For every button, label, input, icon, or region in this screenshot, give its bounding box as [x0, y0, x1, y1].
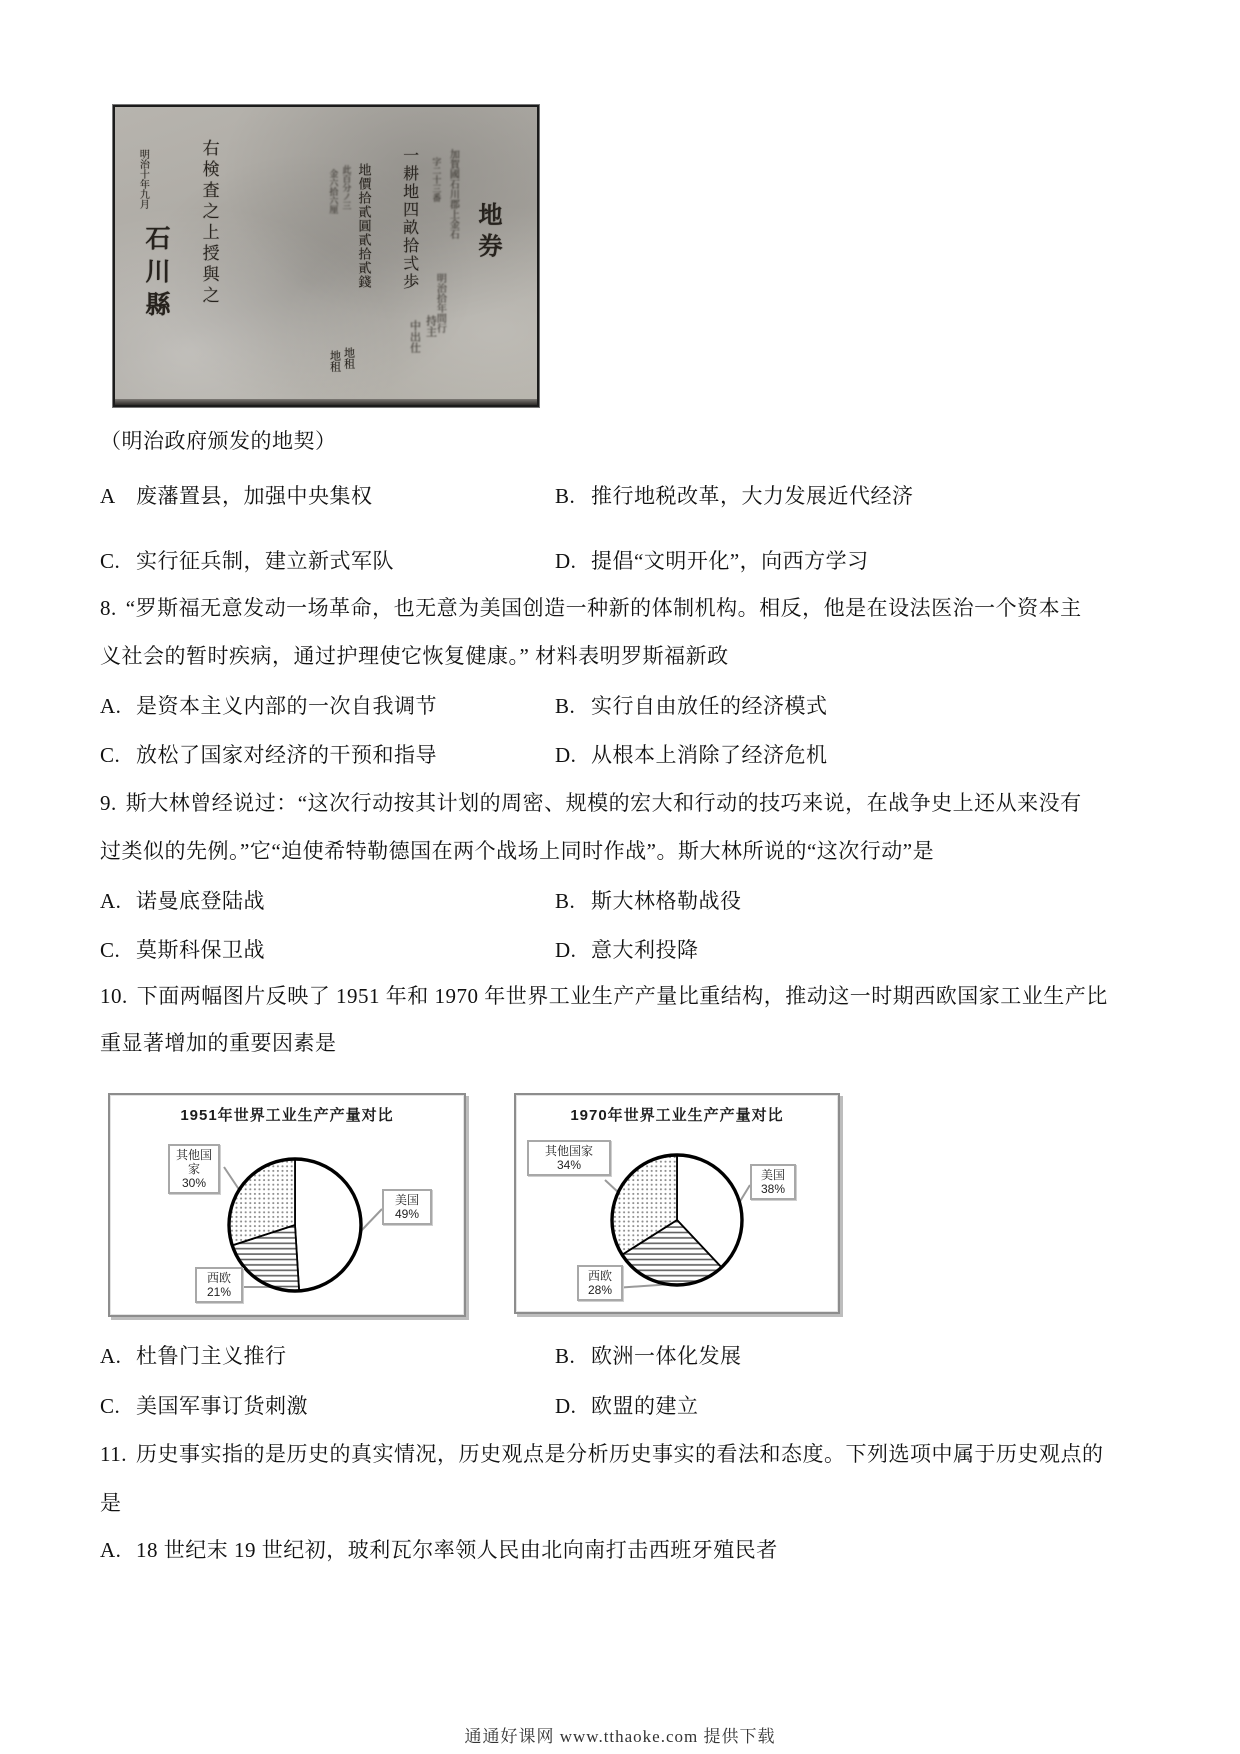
option-key: A.	[100, 1344, 122, 1368]
option-7b	[555, 480, 914, 510]
question-9-stem-line-2	[100, 835, 934, 865]
option-key: B.	[555, 1344, 576, 1368]
question-8-stem-line-2	[100, 640, 729, 670]
option-text: 废藩置县，加强中央集权	[136, 484, 373, 508]
deed-photo	[113, 105, 539, 407]
pie-label-name: 西欧	[587, 1269, 612, 1283]
deed-text-column: 持主	[424, 315, 438, 337]
label-leader-line	[224, 1167, 240, 1191]
option-key: A	[100, 484, 116, 508]
option-text: 美国军事订货刺激	[136, 1394, 308, 1418]
option-8b	[555, 690, 828, 720]
pie-label-name: 西欧	[206, 1271, 231, 1285]
option-7c	[100, 545, 394, 575]
deed-text-column: 金六拾六厘	[327, 169, 338, 214]
stem-text: 历史事实指的是历史的真实情况，历史观点是分析历史事实的看法和态度。下列选项中属于历史观点的	[135, 1442, 1104, 1466]
option-9d	[555, 934, 699, 964]
deed-text-column: 石川縣	[142, 225, 171, 324]
stem-text: 过类似的先例。”它“迫使希特勒德国在两个战场上同时作战”。斯大林所说的“这次行动”是	[100, 839, 935, 863]
option-key: D.	[555, 1394, 577, 1418]
deed-text-column: 中出仕	[408, 320, 422, 353]
label-leader-line	[360, 1209, 382, 1232]
option-text: 诺曼底登陆战	[136, 889, 265, 913]
option-key: D.	[555, 938, 577, 962]
question-number: 9.	[100, 791, 117, 815]
deed-text-column: 一耕地四畝拾弍歩	[400, 147, 420, 291]
option-text: 莫斯科保卫战	[136, 938, 265, 962]
pie-label-name: 美国	[760, 1168, 785, 1182]
stem-text: 是	[100, 1491, 122, 1515]
pie-label-value: 34%	[556, 1158, 582, 1173]
option-key: D.	[555, 549, 577, 573]
option-11a	[100, 1534, 778, 1564]
option-text: 实行征兵制，建立新式军队	[136, 549, 394, 573]
chart-title: 1970年世界工业生产产量对比	[570, 1107, 784, 1124]
option-9c	[100, 934, 265, 964]
pie-label-西欧	[195, 1267, 243, 1303]
option-key: C.	[100, 938, 121, 962]
pie-label-name: 美国	[394, 1193, 419, 1207]
question-number: 8.	[100, 596, 117, 620]
pie-chart-1951	[108, 1093, 466, 1317]
option-8d	[555, 739, 828, 769]
option-key: A.	[100, 694, 122, 718]
deed-text-column: 地租	[328, 350, 342, 372]
option-9a	[100, 885, 265, 915]
option-text: 欧洲一体化发展	[591, 1344, 742, 1368]
option-text: 意大利投降	[591, 938, 699, 962]
option-text: 杜鲁门主义推行	[136, 1344, 287, 1368]
question-number: 11.	[100, 1442, 127, 1466]
question-9-stem-line-1	[100, 787, 1082, 817]
stem-text: 斯大林曾经说过：“这次行动按其计划的周密、规模的宏大和行动的技巧来说，在战争史上还从来没有	[125, 791, 1082, 815]
option-text: 斯大林格勒战役	[591, 889, 742, 913]
question-11-stem-line-2	[100, 1487, 122, 1517]
chart-title: 1951年世界工业生产产量对比	[180, 1107, 394, 1124]
option-key: A.	[100, 1538, 122, 1562]
option-key: C.	[100, 743, 121, 767]
deed-text-column: 地價拾貳圓貳拾貳錢	[355, 163, 371, 289]
option-key: B.	[555, 889, 576, 913]
deed-text-column: 明治十年九月	[137, 149, 149, 209]
pie-label-其他国家	[168, 1144, 220, 1194]
deed-text-column: 右検査之上授與之	[198, 139, 219, 307]
pie-chart-1970	[514, 1093, 840, 1314]
question-number: 10.	[100, 984, 128, 1008]
pie-label-美国	[750, 1164, 796, 1200]
question-10-stem-line-1	[100, 980, 1108, 1010]
site-footer: 通通好课网 www.tthaoke.com 提供下载	[464, 1727, 776, 1746]
option-10c	[100, 1390, 308, 1420]
deed-text-column: 字二十三番	[430, 157, 441, 202]
option-10d	[555, 1390, 699, 1420]
option-7a	[100, 480, 373, 510]
option-key: D.	[555, 743, 577, 767]
option-10a	[100, 1340, 287, 1370]
option-key: B.	[555, 484, 576, 508]
deed-caption: （明治政府颁发的地契）	[100, 429, 337, 453]
stem-text: 重显著增加的重要因素是	[100, 1031, 337, 1055]
option-text: 提倡“文明开化”，向西方学习	[591, 549, 869, 573]
deed-text-column: 地租	[342, 347, 356, 369]
pie-label-name: 其他国家	[544, 1144, 593, 1158]
pie-label-value: 21%	[206, 1285, 232, 1300]
pie-label-value: 38%	[760, 1182, 786, 1197]
pie-label-美国	[382, 1189, 432, 1225]
option-key: B.	[555, 694, 576, 718]
option-key: A.	[100, 889, 122, 913]
stem-text: 下面两幅图片反映了 1951 年和 1970 年世界工业生产产量比重结构，推动这一时期西欧国家工业生产比	[136, 984, 1108, 1008]
option-8a	[100, 690, 437, 720]
deed-text-column: 明治拾年間行	[434, 273, 446, 333]
option-text: 是资本主义内部的一次自我调节	[136, 694, 437, 718]
label-leader-line	[605, 1180, 619, 1193]
pie-svg	[516, 1095, 838, 1312]
pie-label-value: 30%	[181, 1176, 207, 1191]
option-text: 从根本上消除了经济危机	[591, 743, 828, 767]
option-10b	[555, 1340, 742, 1370]
option-text: 放松了国家对经济的干预和指导	[136, 743, 437, 767]
option-text: 18 世纪末 19 世纪初，玻利瓦尔率领人民由北向南打击西班牙殖民者	[136, 1538, 778, 1562]
option-text: 推行地税改革，大力发展近代经济	[591, 484, 914, 508]
pie-slice-美国	[295, 1159, 362, 1291]
option-8c	[100, 739, 437, 769]
pie-label-西欧	[577, 1265, 623, 1301]
option-text: 欧盟的建立	[591, 1394, 699, 1418]
pie-label-value: 28%	[587, 1283, 613, 1298]
question-8-stem-line-1	[100, 592, 1082, 622]
pie-label-其他国家	[527, 1140, 611, 1176]
deed-text-column: 此百分ノ三	[340, 165, 351, 210]
option-7d	[555, 545, 869, 575]
option-9b	[555, 885, 742, 915]
question-11-stem-line-1	[100, 1438, 1103, 1468]
option-key: C.	[100, 1394, 121, 1418]
deed-title-chiken: 地券	[473, 202, 503, 264]
deed-text-column: 加賀國石川郡上金石	[447, 149, 459, 239]
pie-label-value: 49%	[394, 1207, 420, 1222]
stem-text: 义社会的暂时疾病，通过护理使它恢复健康。” 材料表明罗斯福新政	[100, 644, 729, 668]
question-10-stem-line-2	[100, 1027, 337, 1057]
option-text: 实行自由放任的经济模式	[591, 694, 828, 718]
pie-label-name: 其他国家	[175, 1148, 212, 1177]
option-key: C.	[100, 549, 121, 573]
stem-text: “罗斯福无意发动一场革命，也无意为美国创造一种新的体制机构。相反，他是在设法医治一个资本主	[125, 596, 1082, 620]
